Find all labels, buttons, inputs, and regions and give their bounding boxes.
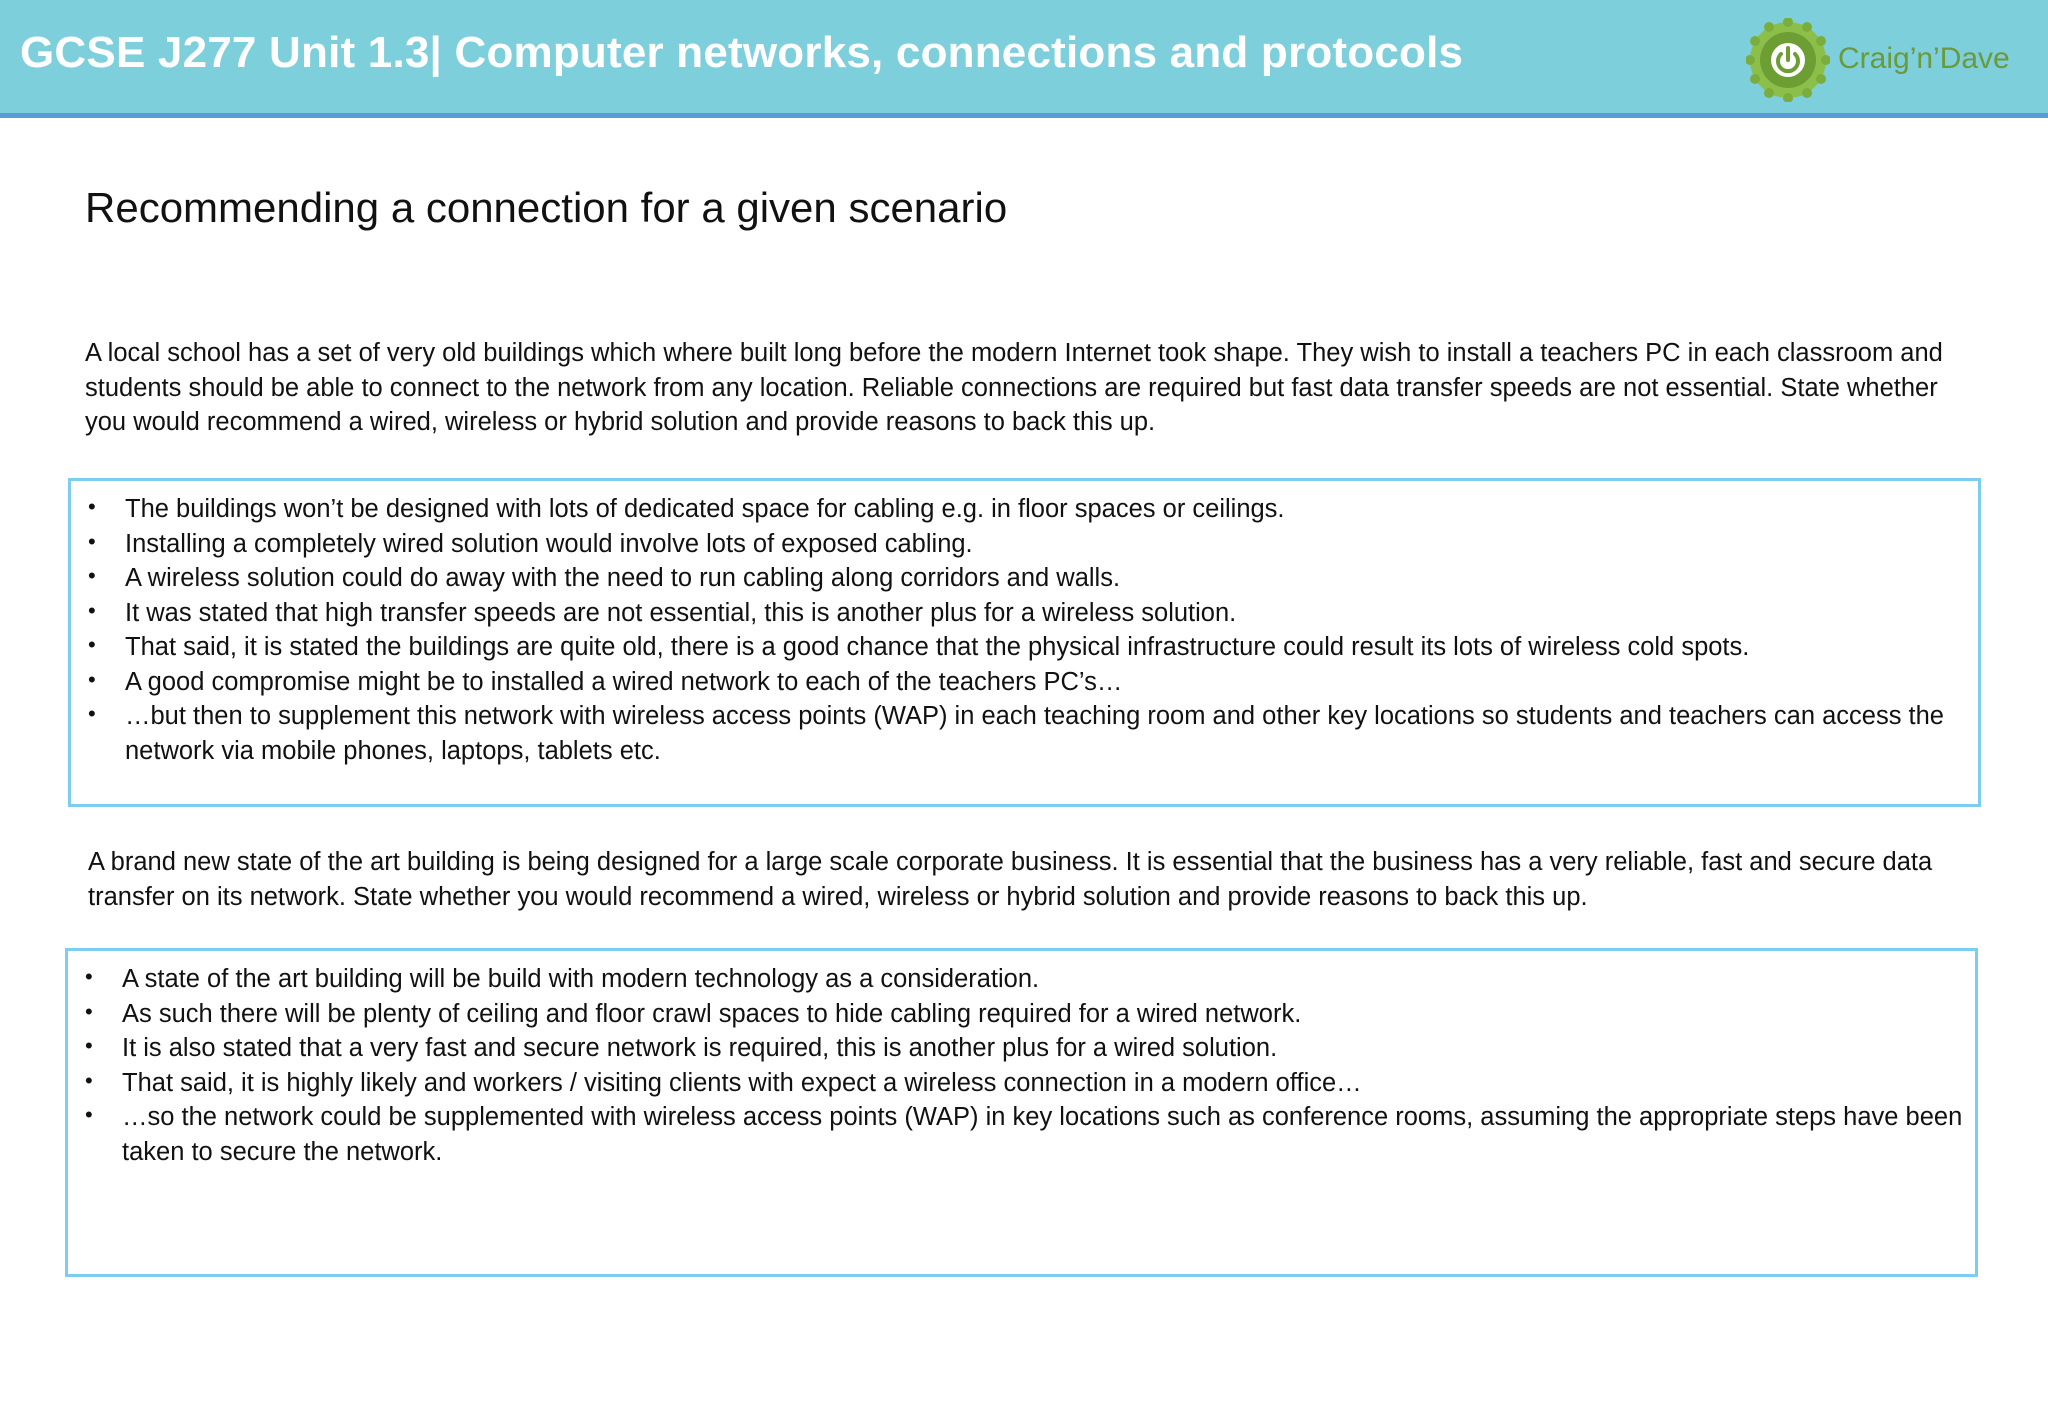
header-title: GCSE J277 Unit 1.3| Computer networks, connections and protocols [20,28,1464,77]
header-banner [0,0,2048,118]
power-icon [1746,18,1830,102]
answer-bullet: • As such there will be plenty of ceiling and floor crawl spaces to hide cabling required for a wired network. [122,997,1967,1032]
answer-bullet: • The buildings won’t be designed with lots of dedicated space for cabling e.g. in floor spaces or ceilings. [125,492,1970,527]
logo-text: Craig’n’Dave [1838,42,2010,75]
scenario-1-answer-list [125,492,1970,768]
answer-bullet: • That said, it is highly likely and workers / visiting clients with expect a wireless connection in a modern office… [122,1066,1967,1101]
answer-bullet: • Installing a completely wired solution would involve lots of exposed cabling. [125,527,1970,562]
scenario-2-answer-list [122,962,1967,1169]
answer-bullet: • It is also stated that a very fast and secure network is required, this is another plus for a wired solution. [122,1031,1967,1066]
answer-bullet: • A wireless solution could do away with the need to run cabling along corridors and walls. [125,561,1970,596]
answer-bullet: • That said, it is stated the buildings are quite old, there is a good chance that the physical infrastructure could result its lots of wireless cold spots. [125,630,1970,665]
scenario-2-question: A brand new state of the art building is being designed for a large scale corporate business. It is essential that the business has a very reliable, fast and secure data transfer on its network. State whether you would recommend a wired, wireless or hybrid solution and provide reasons to back this up. [88,848,1933,911]
scenario-1-question: A local school has a set of very old buildings which where built long before the modern Internet took shape. They wish to install a teachers PC in each classroom and students should be able to connect to the network from any location. Reliable connections are required but fast data transfer speeds are not essential. State whether you would recommend a wired, wireless or hybrid solution and provide reasons to back this up. [85,339,1943,436]
answer-bullet: • …but then to supplement this network with wireless access points (WAP) in each teaching room and other key locations so students and teachers can access the network via mobile phones, laptops, tablets etc. [125,699,1970,768]
craig-n-dave-logo [1746,18,2046,102]
answer-bullet: • It was stated that high transfer speeds are not essential, this is another plus for a wireless solution. [125,596,1970,631]
answer-bullet: • …so the network could be supplemented with wireless access points (WAP) in key locations such as conference rooms, assuming the appropriate steps have been taken to secure the network. [122,1100,1967,1169]
page-title: Recommending a connection for a given scenario [85,184,1008,231]
answer-bullet: • A good compromise might be to installed a wired network to each of the teachers PC’s… [125,665,1970,700]
scenario-2-answer-box [65,948,1978,1277]
answer-bullet: • A state of the art building will be build with modern technology as a consideration. [122,962,1967,997]
scenario-1-answer-box [68,478,1981,807]
